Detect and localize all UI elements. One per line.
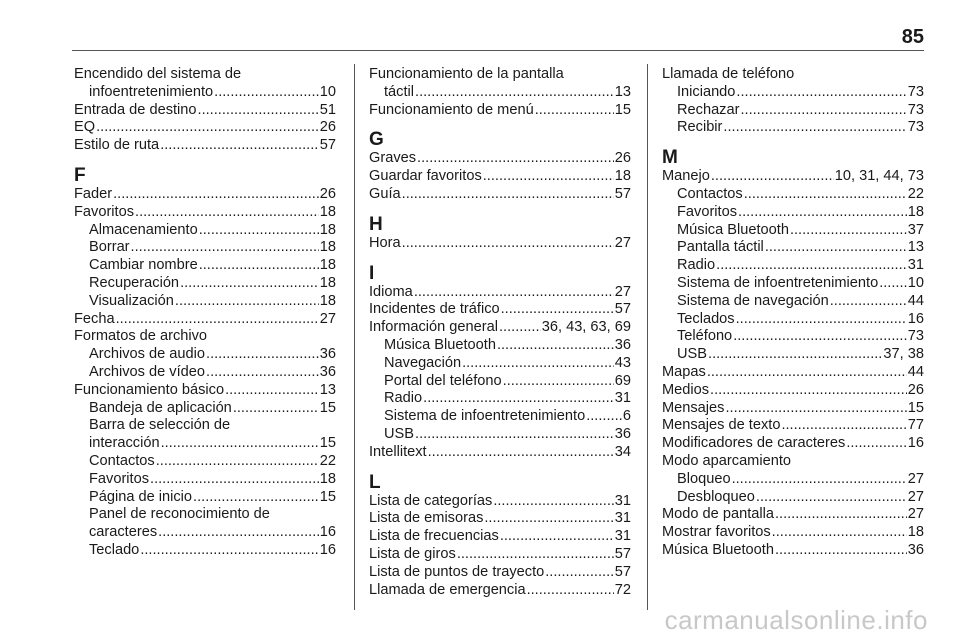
entry-page-ref: 18 [319, 239, 336, 256]
entry-page-ref: 57 [614, 563, 631, 580]
entry-label: Recibir [677, 119, 723, 136]
index-subentry [662, 186, 924, 204]
index-subentry [74, 542, 336, 560]
entry-page-ref: 27 [319, 310, 336, 327]
leader-dots [96, 119, 319, 137]
leader-dots [846, 435, 906, 453]
leader-dots [500, 528, 614, 546]
entry-page-ref: 69 [614, 372, 631, 389]
entry-label: Cambiar nombre [89, 257, 198, 274]
entry-page-ref: 16 [907, 435, 924, 452]
index-entry [369, 582, 631, 600]
index-entry [369, 546, 631, 564]
entry-label: Lista de frecuencias [369, 528, 499, 545]
entry-page-ref: 31 [614, 390, 631, 407]
entry-page-ref: 36 [614, 336, 631, 353]
leader-dots [736, 84, 906, 102]
entry-label: Música Bluetooth [384, 336, 496, 353]
index-entry [662, 435, 924, 453]
entry-page-ref: 73 [907, 119, 924, 136]
entry-page-ref: 73 [907, 328, 924, 345]
header-rule [72, 50, 924, 51]
entry-label: Hora [369, 234, 401, 251]
entry-page-ref: 31 [907, 257, 924, 274]
leader-dots [790, 222, 907, 240]
entry-page-ref: 18 [319, 203, 336, 220]
leader-dots [723, 119, 906, 137]
leader-dots [499, 319, 541, 337]
index-subentry [662, 328, 924, 346]
entry-label: Medios [662, 381, 710, 398]
index-column-1 [74, 66, 336, 560]
entry-page-ref: 31 [614, 528, 631, 545]
leader-dots [725, 400, 906, 418]
index-subentry [74, 400, 336, 418]
entry-page-ref: 18 [907, 203, 924, 220]
entry-label: Favoritos [677, 203, 738, 220]
entry-label: Sistema de infoentretenimiento [384, 408, 586, 425]
index-subentry [662, 346, 924, 364]
leader-dots [775, 506, 907, 524]
leader-dots [733, 328, 907, 346]
entry-label: Lista de categorías [369, 492, 493, 509]
entry-page-ref: 26 [907, 381, 924, 398]
entry-page-ref: 31 [614, 510, 631, 527]
leader-dots [423, 390, 614, 408]
entry-label: Mensajes [662, 399, 725, 416]
entry-page-ref: 18 [319, 274, 336, 291]
leader-dots [225, 382, 319, 400]
entry-page-ref: 22 [907, 185, 924, 202]
leader-dots [775, 542, 907, 560]
index-entry [369, 186, 631, 204]
entry-page-ref: 77 [907, 417, 924, 434]
leader-dots [586, 408, 622, 426]
entry-page-ref: 10 [907, 274, 924, 291]
entry-label: Teclado [89, 541, 140, 558]
index-subentry [662, 275, 924, 293]
entry-label: táctil [384, 83, 415, 100]
index-subentry [74, 222, 336, 240]
leader-dots [501, 301, 614, 319]
entry-page-ref: 18 [907, 524, 924, 541]
entry-page-ref: 16 [319, 541, 336, 558]
leader-dots [707, 364, 907, 382]
index-entry [369, 564, 631, 582]
entry-label: Visualización [89, 292, 174, 309]
index-entry [369, 150, 631, 168]
leader-dots [497, 337, 614, 355]
entry-label: Iniciando [677, 83, 736, 100]
entry-label: Portal del teléfono [384, 372, 502, 389]
entry-page-ref: 27 [907, 506, 924, 523]
index-entry [369, 528, 631, 546]
index-entry [74, 382, 336, 400]
leader-dots [738, 204, 907, 222]
entry-label: Manejo [662, 168, 710, 185]
entry-page-ref: 26 [319, 185, 336, 202]
entry-page-ref: 18 [319, 292, 336, 309]
index-subentry [369, 390, 631, 408]
leader-dots [113, 186, 319, 204]
leader-dots [206, 364, 319, 382]
entry-page-ref: 18 [319, 221, 336, 238]
entry-page-ref: 13 [319, 381, 336, 398]
leader-dots [402, 235, 614, 253]
entry-page-ref: 36, 43, 63, 69 [541, 319, 631, 336]
leader-dots [732, 471, 907, 489]
entry-page-ref: 15 [907, 399, 924, 416]
entry-page-ref: 15 [614, 101, 631, 118]
index-heading: Modo aparcamiento [662, 452, 791, 469]
index-section-letter: I [369, 262, 375, 284]
entry-label: Archivos de audio [89, 346, 206, 363]
entry-page-ref: 22 [319, 452, 336, 469]
entry-label: Mensajes de texto [662, 417, 781, 434]
leader-dots [765, 239, 907, 257]
index-subentry [662, 471, 924, 489]
entry-label: Guardar favoritos [369, 168, 482, 185]
entry-page-ref: 18 [319, 257, 336, 274]
leader-dots [716, 257, 907, 275]
index-entry [369, 235, 631, 253]
entry-page-ref: 36 [319, 363, 336, 380]
entry-page-ref: 16 [907, 310, 924, 327]
index-subentry [369, 355, 631, 373]
index-subentry [369, 84, 631, 102]
leader-dots [206, 346, 319, 364]
entry-label: Funcionamiento básico [74, 381, 225, 398]
entry-label: Radio [677, 257, 716, 274]
index-entry [662, 506, 924, 524]
column-divider [647, 64, 648, 610]
entry-label: Página de inicio [89, 488, 193, 505]
entry-page-ref: 36 [907, 541, 924, 558]
entry-label: Música Bluetooth [662, 541, 774, 558]
entry-label: Bandeja de aplicación [89, 399, 232, 416]
index-column-2 [369, 66, 631, 599]
entry-label: Mostrar favoritos [662, 524, 771, 541]
index-section-letter: M [662, 147, 678, 169]
entry-page-ref: 27 [907, 470, 924, 487]
index-entry [74, 137, 336, 155]
leader-dots [140, 542, 318, 560]
index-section-letter: L [369, 471, 381, 493]
index-entry [662, 542, 924, 560]
index-entry [662, 382, 924, 400]
index-subentry [74, 489, 336, 507]
index-subentry [369, 408, 631, 426]
index-heading: Panel de reconocimiento de [89, 506, 270, 523]
index-heading: Formatos de archivo [74, 328, 208, 345]
index-entry [369, 319, 631, 337]
leader-dots [160, 137, 319, 155]
leader-dots [708, 346, 882, 364]
leader-dots [402, 186, 614, 204]
leader-dots [414, 284, 614, 302]
index-entry [662, 168, 924, 186]
entry-page-ref: 57 [614, 545, 631, 562]
entry-page-ref: 18 [319, 470, 336, 487]
leader-dots [736, 311, 907, 329]
index-subentry [662, 293, 924, 311]
entry-page-ref: 43 [614, 354, 631, 371]
index-subentry [74, 364, 336, 382]
index-subentry [74, 257, 336, 275]
entry-label: Desbloqueo [677, 488, 755, 505]
leader-dots [781, 417, 906, 435]
leader-dots [535, 102, 614, 120]
index-entry [662, 364, 924, 382]
entry-page-ref: 73 [907, 101, 924, 118]
index-entry [369, 510, 631, 528]
index-subentry [662, 489, 924, 507]
index-subentry [662, 84, 924, 102]
entry-label: Llamada de emergencia [369, 581, 526, 598]
entry-page-ref: 26 [614, 150, 631, 167]
entry-label: Navegación [384, 354, 462, 371]
index-heading: Llamada de teléfono [662, 66, 795, 82]
leader-dots [193, 489, 319, 507]
entry-label: Recuperación [89, 274, 180, 291]
index-entry [74, 102, 336, 120]
leader-dots [740, 102, 906, 120]
index-section-letter: H [369, 213, 383, 235]
entry-page-ref: 51 [319, 101, 336, 118]
entry-page-ref: 18 [614, 168, 631, 185]
entry-label: EQ [74, 119, 96, 136]
entry-label: Contactos [677, 185, 743, 202]
index-subentry [662, 102, 924, 120]
entry-label: Contactos [89, 452, 155, 469]
index-subentry [74, 435, 336, 453]
entry-page-ref: 13 [614, 83, 631, 100]
index-subentry [74, 524, 336, 542]
index-heading: Encendido del sistema de [74, 66, 242, 82]
entry-page-ref: 27 [907, 488, 924, 505]
leader-dots [527, 582, 614, 600]
index-subentry [662, 257, 924, 275]
index-subentry [74, 453, 336, 471]
index-section-letter: F [74, 164, 86, 186]
entry-label: Música Bluetooth [677, 221, 789, 238]
leader-dots [199, 257, 319, 275]
index-subentry [369, 373, 631, 391]
entry-label: Guía [369, 185, 401, 202]
entry-page-ref: 13 [907, 239, 924, 256]
leader-dots [711, 168, 834, 186]
leader-dots [135, 204, 319, 222]
entry-label: Teclados [677, 310, 735, 327]
entry-page-ref: 31 [614, 492, 631, 509]
index-entry [369, 284, 631, 302]
index-entry [369, 102, 631, 120]
index-entry [74, 186, 336, 204]
entry-label: Bloqueo [677, 470, 731, 487]
entry-page-ref: 15 [319, 435, 336, 452]
leader-dots [503, 373, 614, 391]
index-column-3 [662, 66, 924, 560]
index-subentry [369, 426, 631, 444]
index-entry [74, 311, 336, 329]
entry-page-ref: 57 [319, 137, 336, 154]
index-entry [369, 301, 631, 319]
index-subentry [74, 275, 336, 293]
entry-label: Modo de pantalla [662, 506, 774, 523]
entry-page-ref: 44 [907, 363, 924, 380]
leader-dots [415, 84, 614, 102]
entry-label: Sistema de infoentretenimiento [677, 274, 879, 291]
entry-page-ref: 73 [907, 83, 924, 100]
leader-dots [772, 524, 907, 542]
index-entry [662, 417, 924, 435]
index-entry [662, 524, 924, 542]
leader-dots [175, 293, 319, 311]
index-entry [662, 400, 924, 418]
entry-page-ref: 57 [614, 301, 631, 318]
leader-dots [710, 382, 907, 400]
leader-dots [116, 311, 319, 329]
index-entry [369, 493, 631, 511]
entry-label: Lista de emisoras [369, 510, 484, 527]
entry-label: Idioma [369, 283, 413, 300]
index-subentry [662, 222, 924, 240]
index-subentry [662, 204, 924, 222]
leader-dots [484, 510, 613, 528]
index-subentry [74, 293, 336, 311]
entry-label: caracteres [89, 524, 158, 541]
index-entry [369, 444, 631, 462]
leader-dots [161, 435, 319, 453]
index-heading: Funcionamiento de la pantalla [369, 66, 564, 82]
index-subentry [662, 119, 924, 137]
leader-dots [830, 293, 907, 311]
leader-dots [156, 453, 319, 471]
entry-label: Almacenamiento [89, 221, 198, 238]
entry-label: Modificadores de caracteres [662, 435, 846, 452]
entry-label: Intellitext [369, 443, 427, 460]
leader-dots [879, 275, 907, 293]
leader-dots [199, 222, 319, 240]
entry-page-ref: 16 [319, 524, 336, 541]
leader-dots [744, 186, 907, 204]
entry-page-ref: 37, 38 [883, 346, 924, 363]
entry-label: interacción [89, 435, 160, 452]
entry-page-ref: 15 [319, 399, 336, 416]
watermark: carmanualsonline.info [664, 605, 928, 635]
leader-dots [233, 400, 319, 418]
leader-dots [483, 168, 614, 186]
entry-page-ref: 37 [907, 221, 924, 238]
entry-label: Lista de giros [369, 545, 456, 562]
entry-page-ref: 26 [319, 119, 336, 136]
leader-dots [457, 546, 614, 564]
entry-label: Estilo de ruta [74, 137, 160, 154]
entry-page-ref: 6 [622, 408, 631, 425]
entry-page-ref: 72 [614, 581, 631, 598]
leader-dots [180, 275, 319, 293]
entry-label: Graves [369, 150, 417, 167]
entry-label: Incidentes de tráfico [369, 301, 500, 318]
index-subentry [369, 337, 631, 355]
entry-label: USB [677, 346, 708, 363]
index-section-letter: G [369, 129, 384, 151]
entry-page-ref: 36 [614, 425, 631, 442]
entry-page-ref: 36 [319, 346, 336, 363]
index-subentry [662, 311, 924, 329]
entry-label: Fecha [74, 310, 115, 327]
entry-label: Funcionamiento de menú [369, 101, 534, 118]
index-subentry [74, 471, 336, 489]
leader-dots [545, 564, 614, 582]
entry-label: Información general [369, 319, 498, 336]
leader-dots [462, 355, 614, 373]
leader-dots [415, 426, 614, 444]
leader-dots [214, 84, 319, 102]
leader-dots [158, 524, 319, 542]
entry-label: Entrada de destino [74, 101, 197, 118]
entry-label: Rechazar [677, 101, 740, 118]
index-subentry [74, 84, 336, 102]
entry-label: USB [384, 425, 415, 442]
entry-page-ref: 27 [614, 234, 631, 251]
entry-label: Fader [74, 185, 113, 202]
entry-page-ref: 10 [319, 83, 336, 100]
leader-dots [493, 493, 613, 511]
leader-dots [131, 239, 319, 257]
entry-label: Radio [384, 390, 423, 407]
entry-label: infoentretenimiento [89, 83, 214, 100]
leader-dots [150, 471, 319, 489]
leader-dots [756, 489, 907, 507]
column-divider [354, 64, 355, 610]
index-entry [369, 168, 631, 186]
entry-label: Archivos de vídeo [89, 363, 206, 380]
entry-label: Pantalla táctil [677, 239, 764, 256]
entry-label: Favoritos [89, 470, 150, 487]
index-entry [74, 119, 336, 137]
leader-dots [417, 150, 614, 168]
entry-label: Favoritos [74, 203, 135, 220]
entry-page-ref: 10, 31, 44, 73 [834, 168, 924, 185]
entry-label: Teléfono [677, 328, 733, 345]
index-heading: Barra de selección de [89, 417, 231, 434]
entry-page-ref: 44 [907, 292, 924, 309]
page-number: 85 [901, 26, 924, 48]
index-subentry [662, 239, 924, 257]
entry-page-ref: 57 [614, 185, 631, 202]
index-entry [74, 204, 336, 222]
index-subentry [74, 239, 336, 257]
entry-label: Borrar [89, 239, 130, 256]
leader-dots [198, 102, 319, 120]
index-subentry [74, 346, 336, 364]
entry-page-ref: 34 [614, 443, 631, 460]
leader-dots [428, 444, 614, 462]
entry-label: Lista de puntos de trayecto [369, 563, 545, 580]
entry-page-ref: 27 [614, 283, 631, 300]
entry-page-ref: 15 [319, 488, 336, 505]
entry-label: Mapas [662, 363, 706, 380]
entry-label: Sistema de navegación [677, 292, 829, 309]
